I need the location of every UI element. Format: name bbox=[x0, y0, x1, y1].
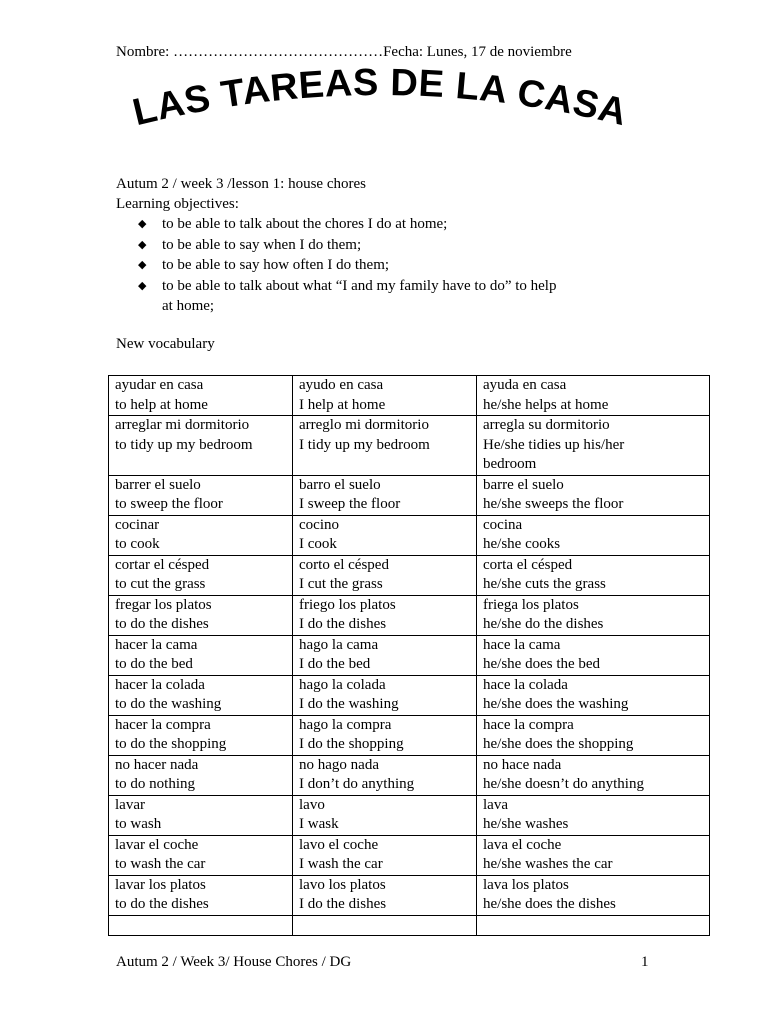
objective-item bbox=[116, 276, 676, 297]
vocab-title: New vocabulary bbox=[116, 336, 215, 352]
table-cell bbox=[293, 595, 477, 635]
empty-table-cell bbox=[293, 915, 477, 935]
cell-text: He/she tidies up his/her bbox=[483, 436, 625, 453]
table-cell bbox=[109, 755, 293, 795]
table-row bbox=[109, 555, 710, 595]
cell-text: he/she does the bed bbox=[483, 656, 601, 672]
cell-text: bedroom bbox=[483, 456, 537, 472]
page-number: 1 bbox=[641, 954, 649, 970]
cell-text: lavar los platos bbox=[115, 876, 206, 893]
table-cell bbox=[477, 595, 710, 635]
cell-text: lava bbox=[483, 796, 508, 813]
cell-text: to do the washing bbox=[115, 696, 222, 712]
cell-text: to help at home bbox=[115, 396, 208, 413]
table-row bbox=[109, 715, 710, 755]
objective-text: at home; bbox=[162, 298, 215, 314]
table-row bbox=[109, 515, 710, 555]
cell-text: he/she cooks bbox=[483, 536, 561, 552]
cell-text: friega los platos bbox=[483, 596, 579, 613]
lesson-section bbox=[116, 174, 676, 317]
cell-text: cocina bbox=[483, 516, 523, 533]
cell-text: I tidy up my bedroom bbox=[299, 436, 430, 453]
cell-text: ayudar en casa bbox=[115, 377, 204, 393]
cell-text: he/she do the dishes bbox=[483, 616, 604, 632]
empty-table-cell bbox=[477, 915, 710, 935]
cell-text: fregar los platos bbox=[115, 596, 212, 613]
cell-text: he/she does the washing bbox=[483, 696, 629, 712]
cell-text: hace la compra bbox=[483, 716, 574, 733]
cell-text: friego los platos bbox=[299, 596, 396, 613]
table-cell bbox=[477, 835, 710, 875]
cell-text: arreglar mi dormitorio bbox=[115, 417, 250, 433]
table-cell bbox=[477, 475, 710, 515]
table-row bbox=[109, 595, 710, 635]
cell-text: he/she doesn’t do anything bbox=[483, 776, 644, 792]
cell-text: I don’t do anything bbox=[299, 776, 415, 792]
title-text bbox=[129, 66, 631, 134]
cell-text: I sweep the floor bbox=[299, 496, 401, 512]
cell-text: he/she cuts the grass bbox=[483, 576, 606, 592]
cell-text: lavo bbox=[299, 796, 325, 813]
cell-text: barre el suelo bbox=[483, 476, 564, 493]
table-cell bbox=[477, 555, 710, 595]
cell-text: he/she helps at home bbox=[483, 396, 609, 413]
cell-text: ayudo en casa bbox=[299, 377, 384, 393]
table-row bbox=[109, 875, 710, 915]
table-cell bbox=[293, 515, 477, 555]
cell-text: arregla su dormitorio bbox=[483, 417, 610, 433]
table-cell bbox=[293, 555, 477, 595]
cell-text: corto el césped bbox=[299, 556, 389, 573]
table-cell bbox=[293, 755, 477, 795]
cell-text: to cut the grass bbox=[115, 576, 206, 592]
cell-text: he/she washes bbox=[483, 816, 569, 832]
table-cell bbox=[477, 755, 710, 795]
objectives-label: Learning objectives: bbox=[116, 196, 239, 212]
cell-text: to do the dishes bbox=[115, 616, 209, 632]
table-cell bbox=[477, 635, 710, 675]
cell-text: I help at home bbox=[299, 396, 386, 413]
table-cell bbox=[109, 835, 293, 875]
cell-text: I wask bbox=[299, 816, 339, 832]
table-cell bbox=[109, 515, 293, 555]
cell-text: barrer el suelo bbox=[115, 476, 201, 493]
cell-text: I do the dishes bbox=[299, 896, 387, 912]
cell-text: corta el césped bbox=[483, 556, 573, 573]
cell-text: lava el coche bbox=[483, 836, 562, 853]
cell-text: I do the bed bbox=[299, 656, 371, 672]
cell-text: barro el suelo bbox=[299, 476, 381, 493]
cell-text: I wash the car bbox=[299, 856, 383, 872]
empty-table-row bbox=[109, 915, 710, 935]
objectives-list bbox=[116, 214, 676, 317]
cell-text: to tidy up my bedroom bbox=[115, 436, 253, 453]
cell-text: I do the dishes bbox=[299, 616, 387, 632]
table-cell bbox=[109, 875, 293, 915]
diamond-bullet-icon: ◆ bbox=[138, 217, 147, 230]
table-cell bbox=[109, 416, 293, 476]
table-cell bbox=[109, 555, 293, 595]
cell-text: he/she does the dishes bbox=[483, 896, 616, 912]
cell-text: hacer la compra bbox=[115, 716, 211, 733]
cell-text: hago la cama bbox=[299, 636, 379, 653]
table-cell bbox=[477, 416, 710, 476]
objective-item bbox=[116, 296, 676, 317]
table-cell bbox=[293, 635, 477, 675]
cell-text: to wash the car bbox=[115, 856, 206, 872]
table-cell bbox=[293, 715, 477, 755]
cell-text: I do the washing bbox=[299, 696, 399, 712]
cell-text: I cut the grass bbox=[299, 576, 383, 592]
table-cell bbox=[293, 835, 477, 875]
table-row bbox=[109, 376, 710, 416]
table-cell bbox=[109, 715, 293, 755]
table-row bbox=[109, 416, 710, 476]
cell-text: lavar bbox=[115, 796, 145, 813]
lesson-heading: Autum 2 / week 3 /lesson 1: house chores bbox=[116, 176, 366, 192]
cell-text: to do nothing bbox=[115, 776, 196, 792]
name-field-label: Nombre: …………………………………… bbox=[116, 44, 384, 60]
objective-text: to be able to say how often I do them; bbox=[162, 257, 390, 273]
table-cell bbox=[109, 376, 293, 416]
table-cell bbox=[293, 875, 477, 915]
cell-text: cocino bbox=[299, 516, 339, 533]
cell-text: lava los platos bbox=[483, 876, 569, 893]
cell-text: to wash bbox=[115, 816, 162, 832]
cell-text: no hace nada bbox=[483, 756, 562, 773]
diamond-bullet-icon: ◆ bbox=[138, 258, 147, 271]
objective-text: to be able to say when I do them; bbox=[162, 236, 362, 253]
cell-text: to do the bed bbox=[115, 656, 193, 672]
table-cell bbox=[293, 376, 477, 416]
page-title bbox=[100, 66, 660, 146]
objective-item bbox=[116, 235, 676, 256]
table-cell bbox=[477, 875, 710, 915]
cell-text: lavo los platos bbox=[299, 876, 386, 893]
footer-text: Autum 2 / Week 3/ House Chores / DG bbox=[116, 954, 352, 970]
cell-text: hago la colada bbox=[299, 676, 386, 693]
table-cell bbox=[293, 795, 477, 835]
cell-text: he/she washes the car bbox=[483, 856, 613, 872]
cell-text: hacer la colada bbox=[115, 676, 205, 693]
table-cell bbox=[477, 675, 710, 715]
cell-text: to do the shopping bbox=[115, 736, 227, 752]
cell-text: hago la compra bbox=[299, 716, 392, 733]
table-cell bbox=[109, 635, 293, 675]
table-row bbox=[109, 675, 710, 715]
table-cell bbox=[477, 376, 710, 416]
cell-text: hacer la cama bbox=[115, 636, 198, 653]
cell-text: hace la cama bbox=[483, 636, 561, 653]
table-cell bbox=[109, 475, 293, 515]
cell-text: I cook bbox=[299, 536, 337, 552]
objective-text: to be able to talk about the chores I do at home; bbox=[162, 216, 448, 232]
table-row bbox=[109, 475, 710, 515]
cell-text: to do the dishes bbox=[115, 896, 209, 912]
cell-text: cortar el césped bbox=[115, 556, 210, 573]
table-cell bbox=[477, 515, 710, 555]
table-row bbox=[109, 835, 710, 875]
objective-item bbox=[116, 214, 676, 235]
table-row bbox=[109, 795, 710, 835]
objective-text: to be able to talk about what “I and my family have to do” to help bbox=[162, 277, 557, 294]
table-cell bbox=[477, 795, 710, 835]
cell-text: cocinar bbox=[115, 516, 160, 533]
objective-item bbox=[116, 255, 676, 276]
arched-title-svg bbox=[100, 66, 660, 146]
cell-text: to cook bbox=[115, 536, 160, 552]
cell-text: to sweep the floor bbox=[115, 496, 223, 512]
table-cell bbox=[293, 416, 477, 476]
empty-table-cell bbox=[109, 915, 293, 935]
cell-text: he/she does the shopping bbox=[483, 736, 634, 752]
cell-text: no hacer nada bbox=[115, 756, 199, 773]
cell-text: I do the shopping bbox=[299, 736, 404, 752]
cell-text: no hago nada bbox=[299, 756, 379, 773]
date-label: Fecha: Lunes, 17 de noviembre bbox=[383, 44, 572, 60]
cell-text: hace la colada bbox=[483, 676, 568, 693]
vocabulary-table bbox=[108, 375, 710, 936]
cell-text: ayuda en casa bbox=[483, 377, 567, 393]
title-textpath: LAS TAREAS DE LA CASA bbox=[128, 66, 632, 135]
table-row bbox=[109, 755, 710, 795]
diamond-bullet-icon: ◆ bbox=[138, 278, 147, 292]
table-cell bbox=[109, 595, 293, 635]
cell-text: lavar el coche bbox=[115, 836, 199, 853]
table-row bbox=[109, 635, 710, 675]
diamond-bullet-icon: ◆ bbox=[138, 237, 147, 251]
table-cell bbox=[109, 675, 293, 715]
table-cell bbox=[109, 795, 293, 835]
table-cell bbox=[293, 675, 477, 715]
cell-text: lavo el coche bbox=[299, 836, 379, 853]
cell-text: arreglo mi dormitorio bbox=[299, 417, 429, 433]
table-cell bbox=[477, 715, 710, 755]
cell-text: he/she sweeps the floor bbox=[483, 496, 624, 512]
header-line bbox=[116, 44, 676, 61]
table-cell bbox=[293, 475, 477, 515]
